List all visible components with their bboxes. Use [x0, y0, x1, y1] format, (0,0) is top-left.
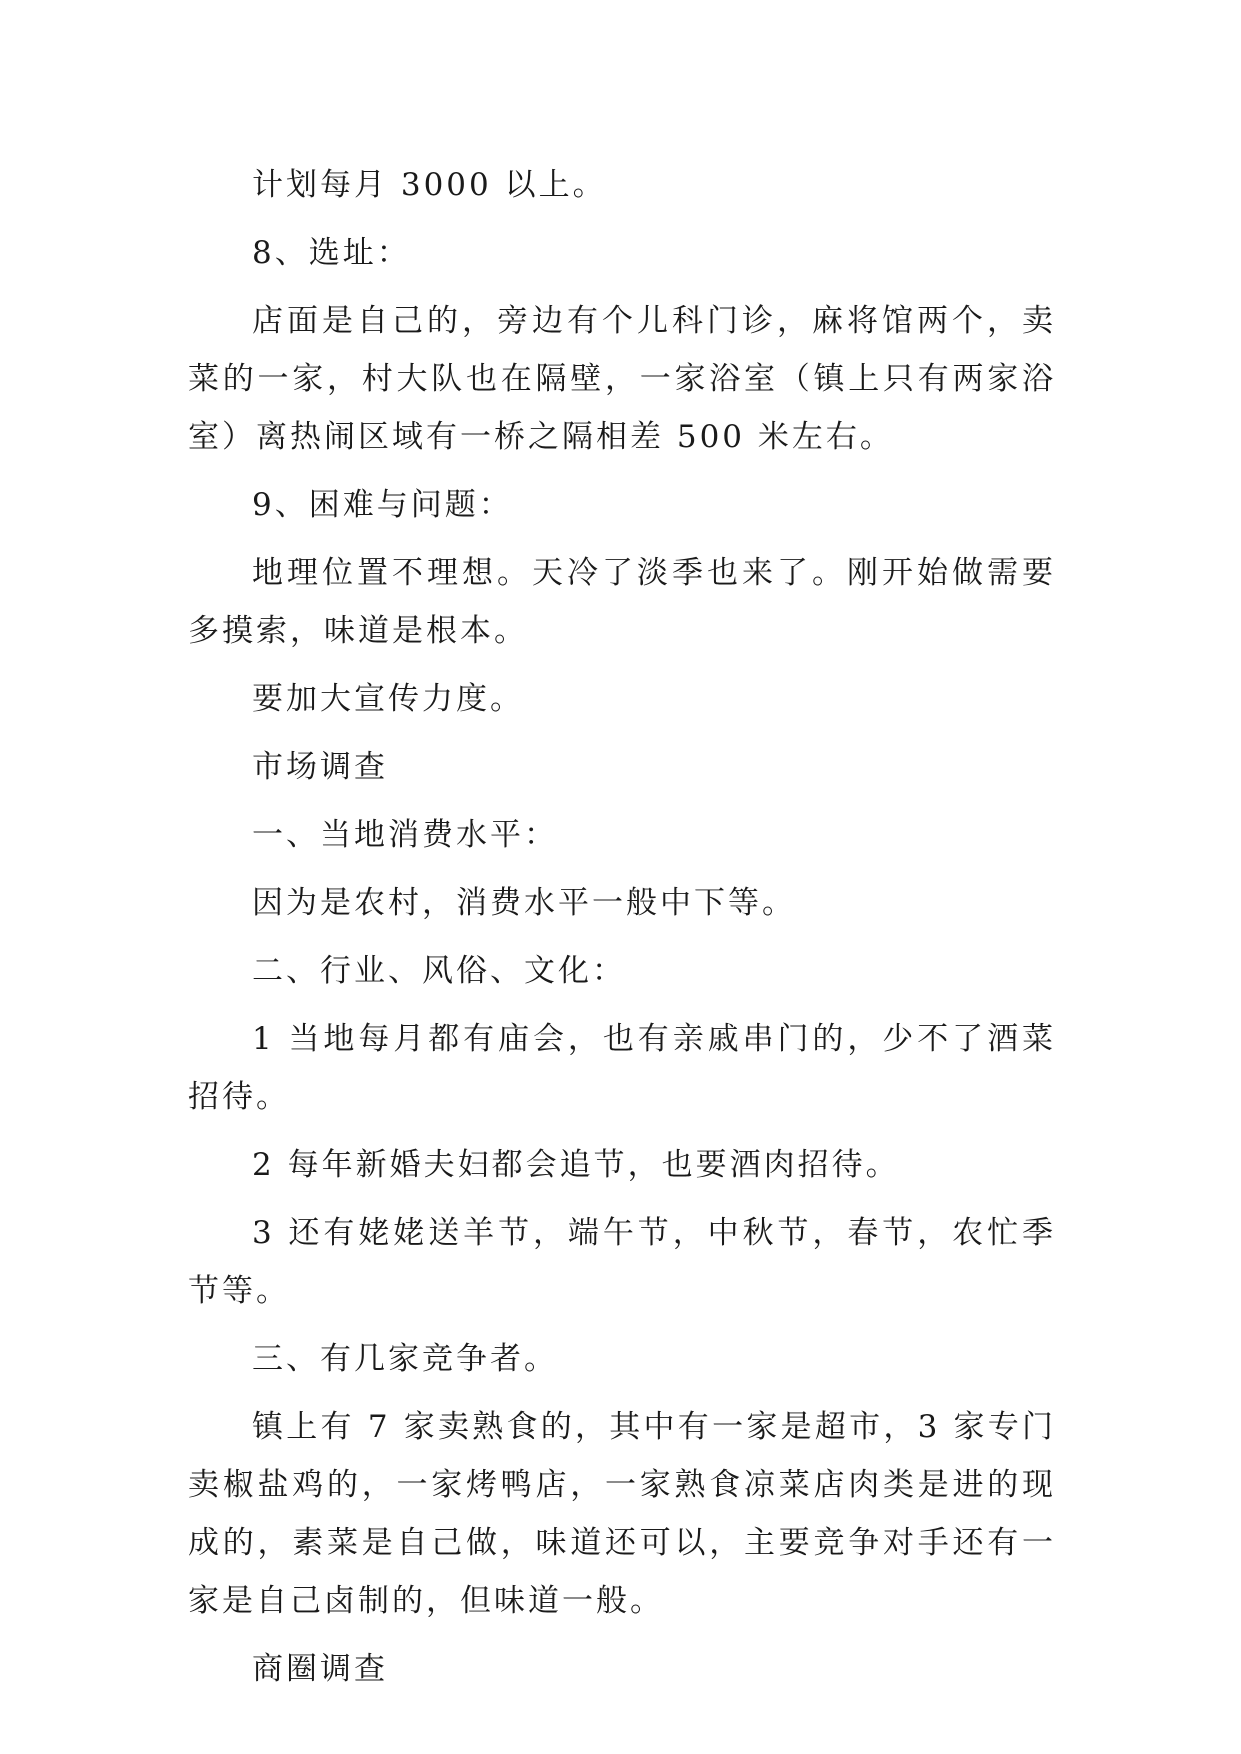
- paragraph-competitors: 镇上有 7 家卖熟食的，其中有一家是超市，3 家专门卖椒盐鸡的，一家烤鸭店，一家熟食凉菜店肉类是进的现成的，素菜是自己做，味道还可以，主要竞争对手还有一家是自己卤制的，但味道一般。: [188, 1409, 1056, 1619]
- paragraph-temple-fair: 1 当地每月都有庙会，也有亲戚串门的，少不了酒菜招待。: [188, 1021, 1056, 1115]
- paragraph-promotion: 要加大宣传力度。: [252, 681, 524, 717]
- paragraph-newlyweds: 2 每年新婚夫妇都会追节，也要酒肉招待。: [252, 1147, 900, 1183]
- document-body: [188, 156, 1056, 1708]
- paragraph-site-description: 店面是自己的，旁边有个儿科门诊，麻将馆两个，卖菜的一家，村大队也在隔壁，一家浴室（镇上只有两家浴室）离热闹区域有一桥之隔相差 500 米左右。: [188, 303, 1056, 455]
- heading-industry-customs: 二、行业、风俗、文化：: [252, 953, 626, 989]
- paragraph-festivals: 3 还有姥姥送羊节，端午节，中秋节，春节，农忙季节等。: [188, 1215, 1056, 1309]
- heading-consumption-level: 一、当地消费水平：: [252, 817, 558, 853]
- heading-trade-area-survey: 商圈调查: [252, 1651, 388, 1687]
- paragraph-consumption-level: 因为是农村，消费水平一般中下等。: [252, 885, 796, 921]
- heading-market-survey: 市场调查: [252, 749, 388, 785]
- paragraph-plan-monthly: 计划每月 3000 以上。: [252, 167, 607, 203]
- paragraph-difficulties: 地理位置不理想。天冷了淡季也来了。刚开始做需要多摸索，味道是根本。: [188, 555, 1056, 649]
- heading-difficulties: 9、困难与问题：: [252, 487, 513, 523]
- heading-site-selection: 8、选址：: [252, 235, 411, 271]
- heading-competitors: 三、有几家竞争者。: [252, 1341, 558, 1377]
